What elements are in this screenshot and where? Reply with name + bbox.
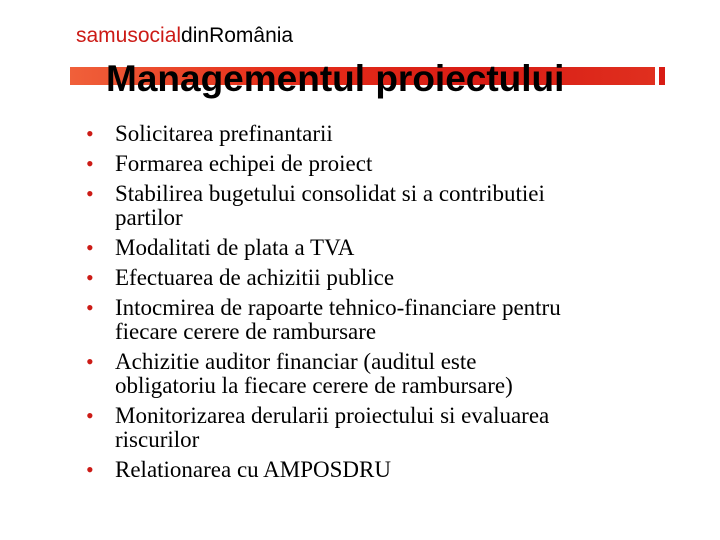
bullet-item	[86, 458, 686, 482]
bullet-item	[86, 296, 686, 344]
bullet-item	[86, 122, 686, 146]
slide-title: Managementul proiectului	[106, 58, 565, 99]
bullet-text: Intocmirea de rapoarte tehnico-financiare pentru	[115, 295, 561, 320]
bullet-item	[86, 152, 686, 176]
bullet-dot-icon: •	[86, 457, 94, 482]
brand-logo	[76, 24, 293, 48]
title-accent-tail	[659, 67, 665, 85]
bullet-text-continued: partilor	[115, 205, 183, 230]
bullet-item	[86, 266, 686, 290]
bullet-dot-icon: •	[86, 151, 94, 176]
bullet-text: Efectuarea de achizitii publice	[115, 265, 395, 290]
brand-name-red: samusocial	[76, 24, 182, 47]
bullet-dot-icon: •	[86, 235, 94, 260]
bullet-text: Monitorizarea derularii proiectului si evaluarea	[115, 403, 550, 428]
bullet-text: Solicitarea prefinantarii	[115, 121, 333, 146]
bullet-dot-icon: •	[86, 295, 94, 320]
bullet-text-continued: obligatoriu la fiecare cerere de rambursare)	[115, 373, 513, 398]
bullet-list	[86, 122, 686, 488]
bullet-dot-icon: •	[86, 403, 94, 428]
brand-name-black: dinRomânia	[181, 24, 294, 47]
bullet-dot-icon: •	[86, 265, 94, 290]
bullet-text-continued: riscurilor	[115, 427, 200, 452]
bullet-dot-icon: •	[86, 121, 94, 146]
bullet-item	[86, 236, 686, 260]
bullet-dot-icon: •	[86, 181, 94, 206]
bullet-item	[86, 404, 686, 452]
bullet-dot-icon: •	[86, 349, 94, 374]
bullet-item	[86, 350, 686, 398]
bullet-text-continued: fiecare cerere de rambursare	[115, 319, 377, 344]
bullet-text: Stabilirea bugetului consolidat si a contributiei	[115, 181, 545, 206]
bullet-text: Formarea echipei de proiect	[115, 151, 373, 176]
bullet-text: Relationarea cu AMPOSDRU	[115, 457, 391, 482]
bullet-text: Modalitati de plata a TVA	[115, 235, 355, 260]
bullet-text: Achizitie auditor financiar (auditul este	[115, 349, 477, 374]
bullet-item	[86, 182, 686, 230]
